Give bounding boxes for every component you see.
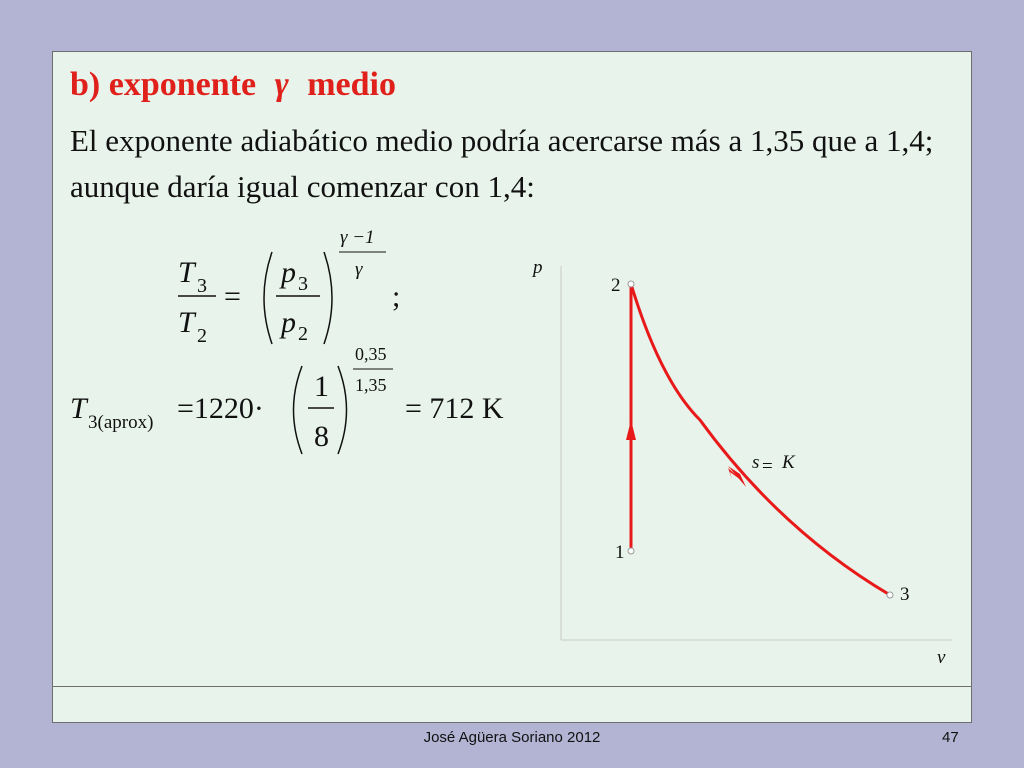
eq2-coefficient: =1220· [177,392,264,425]
point-3-label: 3 [900,584,910,605]
title-gamma-symbol: γ [274,66,289,103]
eq1-lhs-den: T [178,306,195,339]
point-2-label: 2 [611,275,621,296]
footer-author: José Agüera Soriano 2012 [423,729,601,746]
eq1-semicolon: ; [392,280,401,313]
eq2-exponent-num: 0,35 [355,344,387,364]
process-label-eq: = [762,456,773,477]
eq1-rhs-den-sub: 2 [298,323,308,345]
eq2-right-paren [338,366,347,454]
eq2-frac-num: 1 [314,370,329,403]
process-2-3-curve [631,284,890,595]
eq1-rhs-num-sub: 3 [298,273,308,295]
process-label-k: K [782,452,795,473]
eq2-left-paren [294,366,303,454]
eq1-right-paren [324,252,332,344]
eq1-lhs-num: T [178,256,195,289]
point-1-marker [628,548,634,554]
eq1-lhs-den-sub: 2 [197,325,207,347]
pv-diagram [531,257,952,668]
eq2-frac-den: 8 [314,420,329,453]
eq1-equals: = [224,280,241,313]
equation-2 [70,344,504,454]
eq2-lhs-sub: 3(aprox) [88,412,154,433]
eq2-lhs: T [70,392,87,425]
point-3-marker [887,592,893,598]
point-2-marker [628,281,634,287]
eq1-rhs-num: p [281,256,296,289]
eq1-exponent-num: γ −1 [340,227,375,248]
title-suffix: medio [307,66,396,103]
y-axis-label: p [533,257,543,278]
footer-page-number: 47 [942,729,959,746]
x-axis-label: v [937,647,946,668]
eq1-rhs-den: p [281,306,296,339]
equation-1 [178,227,400,347]
process-2-3-arrow [728,466,746,487]
title-prefix: b) exponente [70,66,257,103]
slide-paragraph: El exponente adiabático medio podría acercarse más a 1,35 que a 1,4; aunque daría igual comenzar con 1,4: [70,123,934,204]
eq1-exponent-den: γ [355,259,363,280]
eq2-exponent-den: 1,35 [355,375,387,395]
point-1-label: 1 [615,542,625,563]
eq2-result: = 712 K [405,392,504,425]
process-label-s: s [752,452,760,473]
eq1-lhs-num-sub: 3 [197,275,207,297]
eq1-left-paren [264,252,272,344]
process-1-2-arrow [626,420,636,440]
